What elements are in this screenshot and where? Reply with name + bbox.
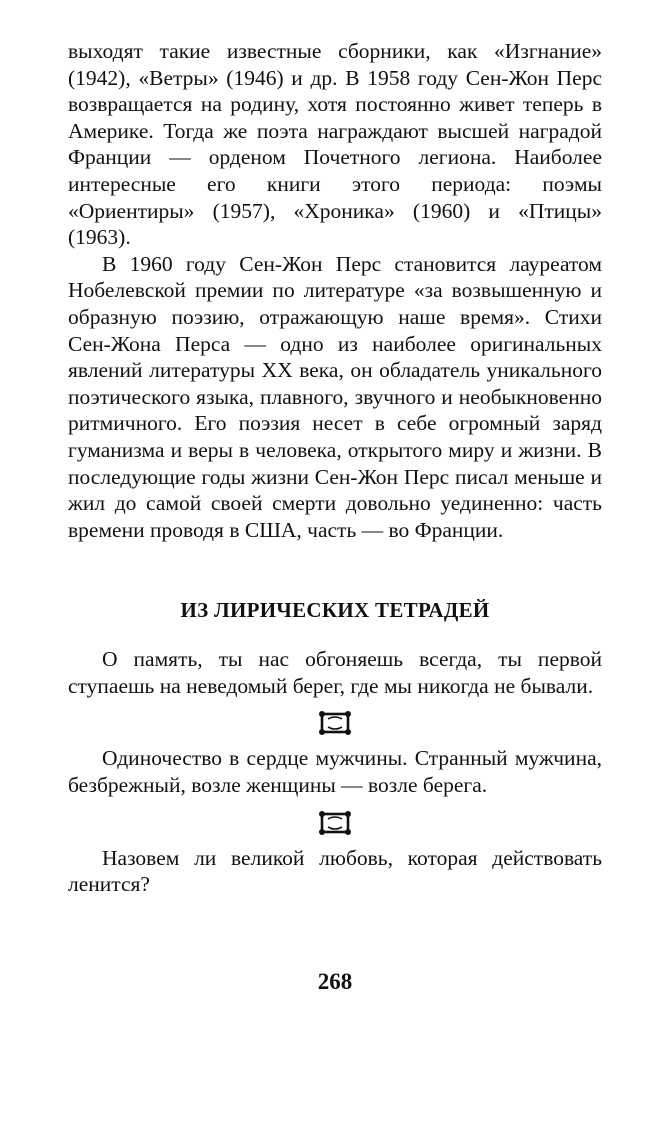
poem-fragment-2: Одиночество в сердце мужчины. Странный мужчина, безбрежный, возле женщины — возле берега. bbox=[68, 746, 602, 798]
poem-fragment-1: О память, ты нас обгоняешь всегда, ты первой ступаешь на неведомый берег, где мы никогда не бывали. bbox=[68, 647, 602, 698]
page-number: 268 bbox=[317, 968, 353, 994]
book-page bbox=[68, 38, 602, 996]
intro-paragraph-1: выходят такие известные сборники, как «Изгнание» (1942), «Ветры» (1946) и др. В 1958 году Сен-Жон Перс возвращается на родину, хотя постоянно живет теперь в Америке. Тогда же поэта награждают высшей наградой Франции — орденом Почетного легиона. Наиболее интересные его книги этого периода: поэмы «Ориентиры» (1957), «Хроника» (1960) и «Птицы» (1963). bbox=[68, 39, 602, 250]
ornament-divider-icon bbox=[318, 711, 352, 735]
poem-fragment-3: Назовем ли великой любовь, которая действовать ленится? bbox=[68, 845, 602, 897]
section-title: ИЗ ЛИРИЧЕСКИХ ТЕТРАДЕЙ bbox=[180, 598, 490, 623]
intro-paragraph-2: В 1960 году Сен-Жон Перс становится лауреатом Нобелевской премии по литературе «за возвышенную и образную поэзию, отражающую наше время». Стихи Сен-Жона Перса — одно из наиболее оригинальных явлений литературы XX века, он обладатель уникального поэтического языка, плавного, звучного и необыкновенно ритмичного. Его поэзия несет в себе огромный заряд гуманизма и веры в человека, открытого миру и жизни. В последующие годы жизни Сен-Жон Перс писал меньше и жил до самой своей смерти довольно уединенно: часть времени проводя в США, часть — во Франции. bbox=[68, 251, 602, 542]
ornament-divider-icon bbox=[318, 811, 352, 835]
